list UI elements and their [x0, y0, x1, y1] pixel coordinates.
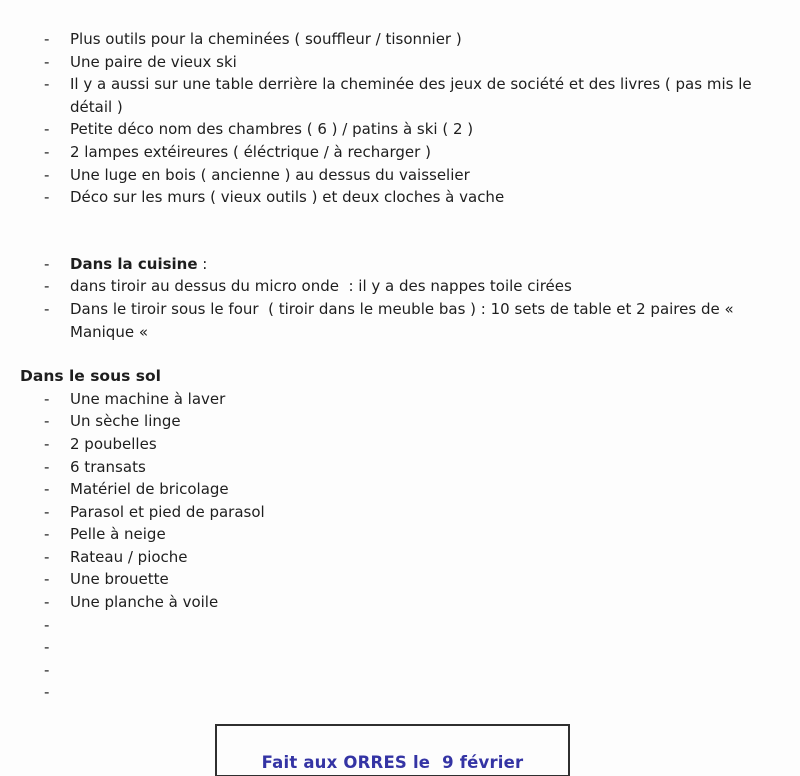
item-text: Une machine à laver	[70, 389, 226, 408]
date-stamp-text: Fait aux ORRES le 9 février	[261, 753, 524, 772]
item-text: Une planche à voile	[70, 593, 219, 612]
dash-bullet: -	[44, 165, 50, 184]
item-text: 6 transats	[70, 457, 146, 476]
dash-bullet: -	[44, 615, 50, 634]
date-stamp-box	[215, 724, 570, 776]
item-text: Matériel de bricolage	[70, 480, 229, 499]
section2-list	[44, 253, 780, 343]
item-text: Plus outils pour la cheminées ( souffleur / tisonnier )	[70, 30, 462, 48]
list-item	[44, 546, 780, 569]
section-gap	[0, 343, 800, 365]
list-item	[44, 568, 780, 591]
item-text	[70, 636, 780, 659]
list-item	[44, 275, 780, 298]
dash-bullet: -	[44, 570, 50, 589]
dash-bullet: -	[44, 254, 50, 273]
dash-bullet: -	[44, 277, 50, 296]
list-item	[44, 51, 780, 74]
list-item-empty	[44, 636, 780, 659]
dash-bullet: -	[44, 30, 50, 48]
list-item	[44, 501, 780, 524]
item-text: Il y a aussi sur une table derrière la cheminée des jeux de société et des livres ( pas mis le détail )	[70, 75, 757, 116]
item-text: dans tiroir au dessus du micro onde : il y a des nappes toile cirées	[70, 277, 572, 296]
list-item	[44, 141, 780, 164]
dash-bullet: -	[44, 547, 50, 566]
dash-bullet: -	[44, 188, 50, 207]
dash-bullet: -	[44, 142, 50, 161]
item-text: Une paire de vieux ski	[70, 52, 237, 71]
dash-bullet: -	[44, 660, 50, 679]
list-item	[44, 478, 780, 501]
list-item	[44, 73, 780, 118]
section3-list	[44, 388, 780, 704]
item-text	[70, 681, 780, 704]
list-item	[44, 298, 780, 343]
item-text: Rateau / pioche	[70, 547, 188, 566]
item-text	[70, 659, 780, 682]
dash-bullet: -	[44, 593, 50, 612]
dash-bullet: -	[44, 412, 50, 431]
item-text: 2 poubelles	[70, 434, 157, 453]
item-text: Dans le tiroir sous le four ( tiroir dans le meuble bas ) : 10 sets de table et 2 paires de « Manique «	[70, 299, 739, 341]
dash-bullet: -	[44, 299, 50, 318]
dash-bullet: -	[44, 638, 50, 657]
item-text: Une brouette	[70, 570, 169, 589]
item-text	[70, 614, 780, 637]
dash-bullet: -	[44, 480, 50, 499]
item-text: Pelle à neige	[70, 525, 166, 544]
kitchen-title: Dans la cuisine	[70, 254, 198, 273]
kitchen-title-suffix: :	[197, 254, 208, 273]
list-item	[44, 591, 780, 614]
list-item-empty	[44, 659, 780, 682]
item-text: 2 lampes extéireures ( éléctrique / à recharger )	[70, 142, 431, 161]
item-text: Parasol et pied de parasol	[70, 502, 265, 521]
list-item	[44, 186, 780, 209]
list-item	[44, 118, 780, 141]
item-text: Un sèche linge	[70, 412, 181, 431]
dash-bullet: -	[44, 502, 50, 521]
dash-bullet: -	[44, 120, 50, 139]
basement-heading: Dans le sous sol	[20, 367, 161, 386]
list-item-empty	[44, 614, 780, 637]
dash-bullet: -	[44, 434, 50, 453]
item-text: Petite déco nom des chambres ( 6 ) / patins à ski ( 2 )	[70, 120, 474, 139]
list-item	[44, 28, 780, 51]
item-text: Déco sur les murs ( vieux outils ) et deux cloches à vache	[70, 188, 505, 207]
dash-bullet: -	[44, 389, 50, 408]
section1-list	[44, 28, 780, 209]
list-item	[44, 388, 780, 411]
item-text	[70, 253, 780, 276]
list-item	[44, 433, 780, 456]
item-text: Une luge en bois ( ancienne ) au dessus du vaisselier	[70, 165, 470, 184]
list-item	[44, 253, 780, 276]
section-gap	[0, 209, 800, 253]
dash-bullet: -	[44, 457, 50, 476]
dash-bullet: -	[44, 75, 50, 94]
list-item	[44, 523, 780, 546]
dash-bullet: -	[44, 683, 50, 702]
dash-bullet: -	[44, 52, 50, 71]
dash-bullet: -	[44, 525, 50, 544]
list-item-empty	[44, 681, 780, 704]
list-item	[44, 410, 780, 433]
list-item	[44, 164, 780, 187]
list-item	[44, 456, 780, 479]
